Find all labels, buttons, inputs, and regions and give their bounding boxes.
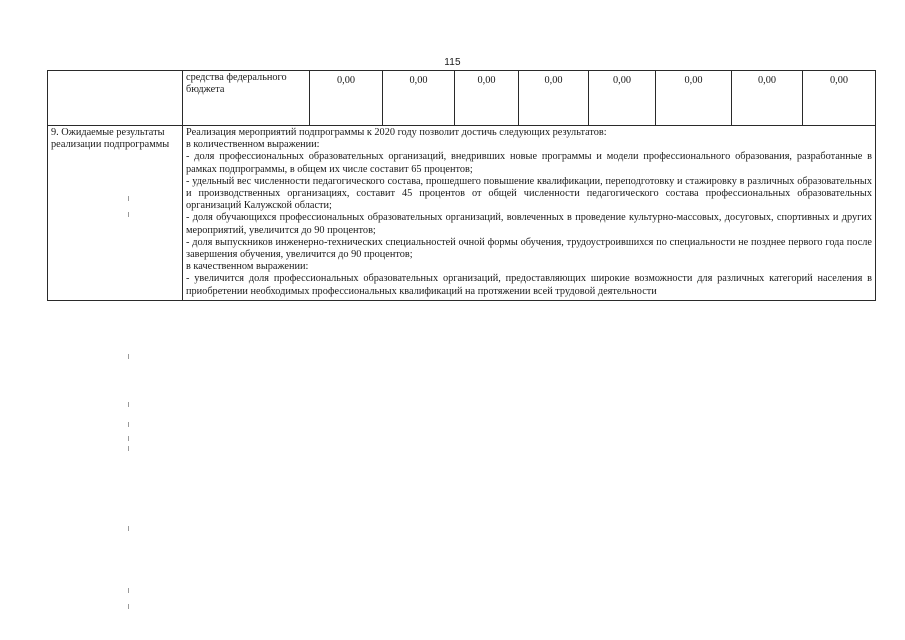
result-item: - удельный вес численности педагогического состава, прошедшего повышение квалификации, переподготовку и стажировку в различных образовательных и производственных организациях, составит 45 процентов от общей численности педагогического состава профессиональных образовательных организаций Калужской области; xyxy=(186,175,872,212)
result-item: - доля обучающихся профессиональных образовательных организаций, вовлеченных в проведение культурно-массовых, досуговых, спортивных и других мероприятий, увеличится до 90 процентов; xyxy=(186,212,872,236)
amount-cell: 0,00 xyxy=(589,71,656,126)
amount-cell: 0,00 xyxy=(310,71,383,126)
scan-mark xyxy=(128,402,129,407)
result-item: - увеличится доля профессиональных образовательных организаций, предоставляющих широкие возможности для различных категорий населения в приобретении необходимых профессиональных квалификаций на протяжении всей трудовой деятельности xyxy=(186,273,872,297)
amount-cell: 0,00 xyxy=(455,71,519,126)
scan-mark xyxy=(128,446,129,451)
results-intro: Реализация мероприятий подпрограммы к 2020 году позволит достичь следующих результатов: xyxy=(186,127,607,138)
scan-mark xyxy=(128,212,129,217)
result-item: - доля профессиональных образовательных организаций, внедривших новые программы и модели профессионального образования, разработанные в рамках подпрограммы, в общем их числе составит 65 процентов; xyxy=(186,151,872,175)
quantitative-heading: в количественном выражении: xyxy=(186,139,320,151)
scan-mark xyxy=(128,604,129,609)
result-item: - доля выпускников инженерно-технических специальностей очной формы обучения, трудоустроившихся по специальности не позднее первого года после завершения обучения, увеличится до 90 процентов; xyxy=(186,236,872,261)
funding-row-label-cell xyxy=(48,71,183,126)
funding-source-cell: средства федерального бюджета xyxy=(183,71,310,126)
page-number: 115 xyxy=(444,57,461,68)
results-row xyxy=(48,126,876,301)
scan-mark xyxy=(128,196,129,201)
scan-mark xyxy=(128,436,129,441)
amount-cell: 0,00 xyxy=(383,71,455,126)
scan-mark xyxy=(128,526,129,531)
results-row-label: 9. Ожидаемые результаты реализации подпрограммы xyxy=(48,126,183,301)
qualitative-heading: в качественном выражении: xyxy=(186,261,309,273)
subprogram-passport-table xyxy=(47,70,876,301)
results-content-cell xyxy=(183,126,876,301)
scan-mark xyxy=(128,422,129,427)
funding-row xyxy=(48,71,876,126)
amount-cell: 0,00 xyxy=(803,71,876,126)
scan-mark xyxy=(128,588,129,593)
amount-cell: 0,00 xyxy=(732,71,803,126)
amount-cell: 0,00 xyxy=(519,71,589,126)
amount-cell: 0,00 xyxy=(656,71,732,126)
scan-mark xyxy=(128,354,129,359)
